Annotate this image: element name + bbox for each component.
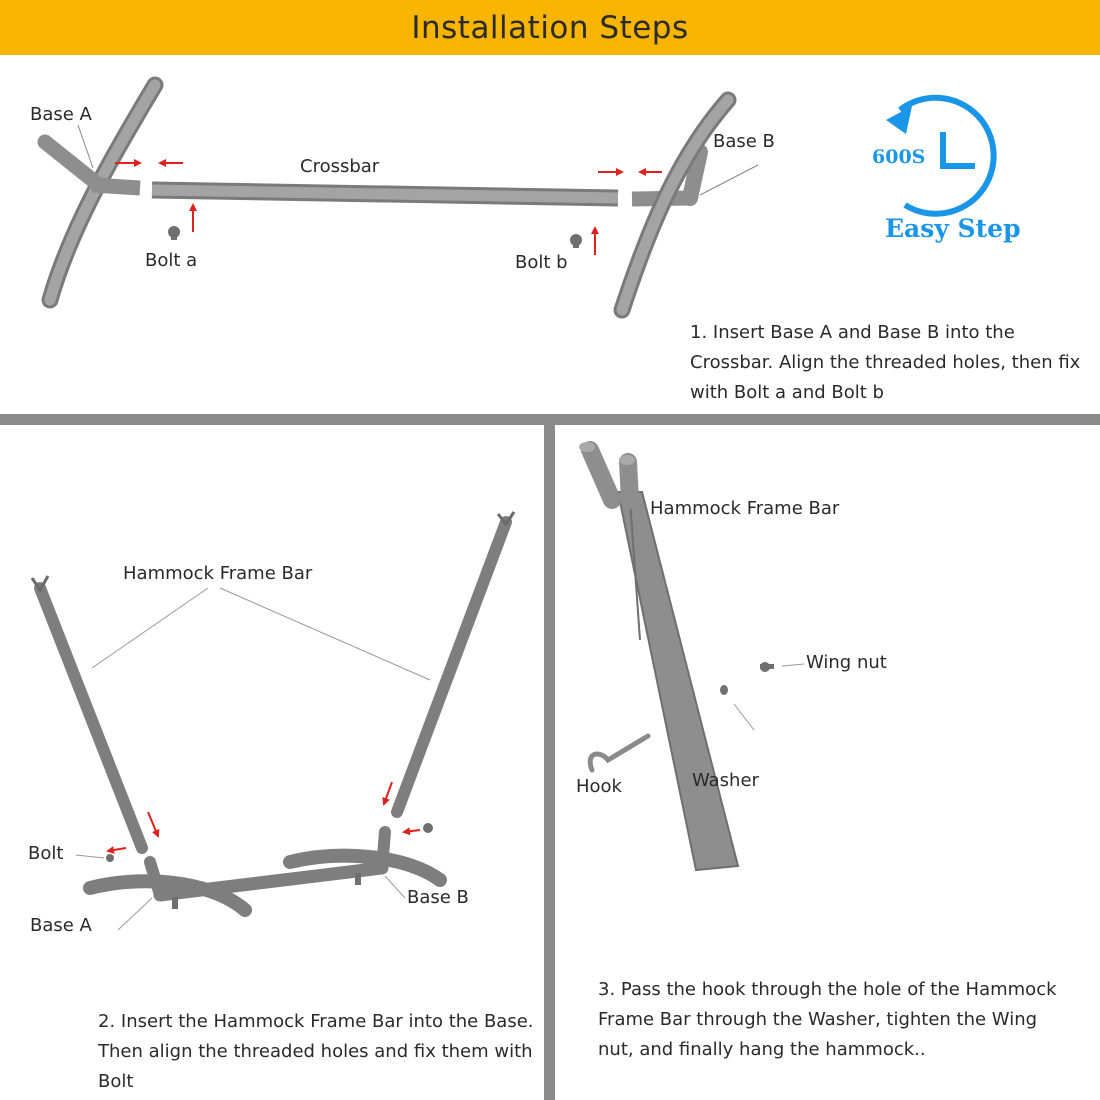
base-a-sleeve bbox=[92, 185, 140, 188]
label-base-a-2: Base A bbox=[30, 915, 92, 936]
washer-part bbox=[720, 685, 728, 695]
divider-vertical bbox=[544, 425, 555, 1100]
label-washer: Washer bbox=[692, 770, 759, 791]
label-bolt-a: Bolt a bbox=[145, 250, 198, 271]
base-a-stub bbox=[45, 142, 95, 182]
hook-part bbox=[590, 736, 648, 770]
label-bolt: Bolt bbox=[28, 843, 64, 864]
label-base-b: Base B bbox=[713, 131, 775, 152]
label-base-a: Base A bbox=[30, 104, 92, 125]
label-base-b-2: Base B bbox=[407, 887, 469, 908]
step2-arrows bbox=[108, 782, 420, 851]
base-a-upright bbox=[150, 862, 160, 895]
bolt-b bbox=[570, 234, 582, 248]
divider-horizontal bbox=[0, 414, 1100, 425]
frame-bar-closeup bbox=[618, 492, 738, 870]
label-hook: Hook bbox=[576, 776, 622, 797]
bolt-a bbox=[168, 226, 180, 240]
step2-instructions: 2. Insert the Hammock Frame Bar into the Base. Then align the threaded holes and fix them with Bolt bbox=[98, 1011, 534, 1092]
badge-text: Easy Step bbox=[885, 214, 1021, 243]
label-crossbar: Crossbar bbox=[300, 156, 380, 177]
wing-nut-part bbox=[760, 662, 774, 672]
label-frame-bar-3: Hammock Frame Bar bbox=[650, 498, 840, 519]
page-title: Installation Steps bbox=[411, 9, 689, 46]
step1-instructions: 1. Insert Base A and Base B into the Crossbar. Align the threaded holes, then fix with Bolt a and Bolt b bbox=[690, 322, 1081, 403]
bar-fork-right bbox=[628, 462, 630, 500]
label-wing-nut: Wing nut bbox=[806, 652, 887, 673]
step3-instructions: 3. Pass the hook through the hole of the Hammock Frame Bar through the Washer, tighten the Wing nut, and finally hang the hammock.. bbox=[598, 979, 1057, 1060]
left-frame-bar bbox=[40, 588, 142, 848]
base-b-upright bbox=[382, 832, 385, 868]
label-bolt-b: Bolt b bbox=[515, 252, 568, 273]
badge-time: 600S bbox=[872, 146, 926, 168]
label-frame-bar-2: Hammock Frame Bar bbox=[123, 563, 313, 584]
right-frame-bar bbox=[397, 522, 506, 812]
step1-illustration bbox=[45, 85, 758, 310]
bar-fork-left bbox=[590, 450, 612, 500]
